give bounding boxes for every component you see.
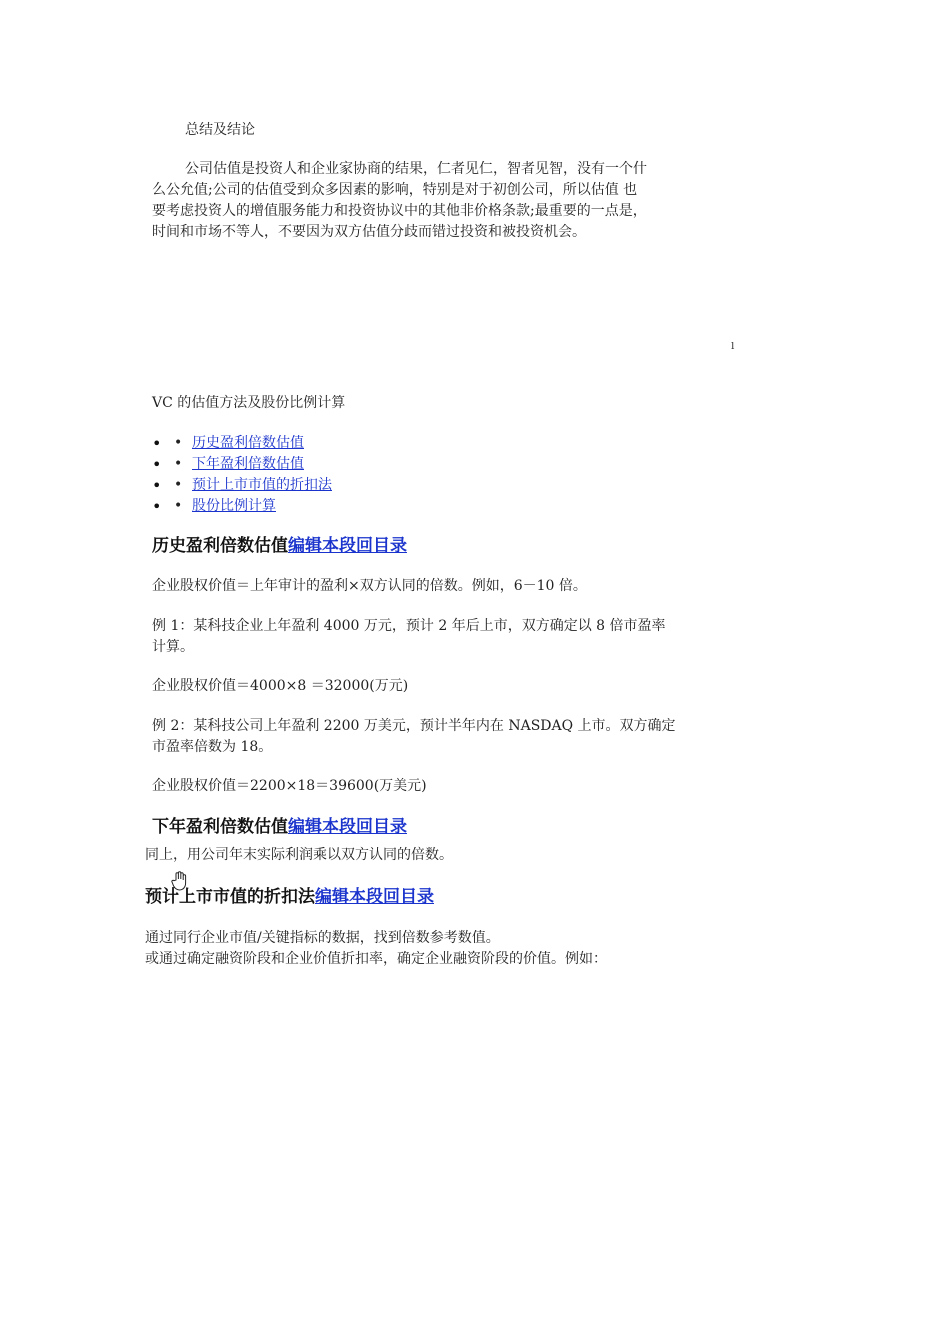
section1-example2-line2: 市盈率倍数为 18。 (152, 739, 273, 755)
section1-edit-link[interactable]: 编辑本段 (288, 536, 356, 556)
toc-item (152, 496, 332, 517)
section1-heading (152, 535, 407, 557)
section1-calc2: 企业股权价值＝2200×18＝39600(万美元) (152, 778, 427, 794)
summary-line-1: 公司估值是投资人和企业家协商的结果，仁者见仁，智者见智，没有一个什 (185, 161, 647, 177)
toc-link-share-ratio[interactable]: 股份比例计算 (192, 498, 276, 514)
toc-link-history-pe[interactable]: 历史盈利倍数估值 (192, 435, 304, 451)
section1-example1-line2: 计算。 (152, 639, 194, 655)
toc-bullet: • • (174, 498, 183, 514)
section2-text: 同上，用公司年末实际利润乘以双方认同的倍数。 (145, 847, 453, 863)
toc-bullet: • • (174, 456, 183, 472)
section1-back-link[interactable]: 回目录 (356, 536, 407, 556)
toc-item (152, 433, 332, 454)
section2-heading (152, 816, 407, 838)
table-of-contents (152, 433, 332, 517)
toc-item (152, 475, 332, 496)
section2-back-link[interactable]: 回目录 (356, 817, 407, 837)
toc-link-ipo-discount[interactable]: 预计上市市值的折扣法 (192, 477, 332, 493)
summary-line-4: 时间和市场不等人，不要因为双方估值分歧而错过投资和被投资机会。 (152, 224, 586, 240)
toc-bullet: • • (174, 477, 183, 493)
toc-bullet: • • (174, 435, 183, 451)
stray-mark: ₗ (731, 334, 735, 353)
summary-line-2: 么公允值;公司的估值受到众多因素的影响，特别是对于初创公司，所以估值 也 (152, 182, 638, 198)
section2-title: 下年盈利倍数估值 (152, 817, 288, 837)
toc-item (152, 454, 332, 475)
section1-formula: 企业股权价值＝上年审计的盈利×双方认同的倍数。例如，6－10 倍。 (152, 578, 587, 594)
section3-line2: 或通过确定融资阶段和企业价值折扣率，确定企业融资阶段的价值。例如： (145, 951, 607, 967)
section3-title: 预计上市市值的折扣法 (145, 887, 315, 907)
section3-line1: 通过同行企业市值/关键指标的数据，找到倍数参考数值。 (145, 930, 500, 946)
vc-title: VC 的估值方法及股份比例计算 (152, 395, 346, 411)
section1-calc1: 企业股权价值＝4000×8 ＝32000(万元) (152, 678, 409, 694)
section1-example1-line1: 例 1：某科技企业上年盈利 4000 万元，预计 2 年后上市，双方确定以 8 倍市盈率 (152, 618, 666, 634)
summary-heading: 总结及结论 (185, 122, 255, 138)
section3-heading (145, 886, 434, 908)
toc-link-next-year-pe[interactable]: 下年盈利倍数估值 (192, 456, 304, 472)
section2-edit-link[interactable]: 编辑本段 (288, 817, 356, 837)
section3-edit-link[interactable]: 编辑本段 (315, 887, 383, 907)
section1-example2-line1: 例 2：某科技公司上年盈利 2200 万美元，预计半年内在 NASDAQ 上市。双方确定 (152, 718, 676, 734)
section1-title: 历史盈利倍数估值 (152, 536, 288, 556)
section3-back-link[interactable]: 回目录 (383, 887, 434, 907)
summary-line-3: 要考虑投资人的增值服务能力和投资协议中的其他非价格条款;最重要的一点是， (152, 203, 647, 219)
